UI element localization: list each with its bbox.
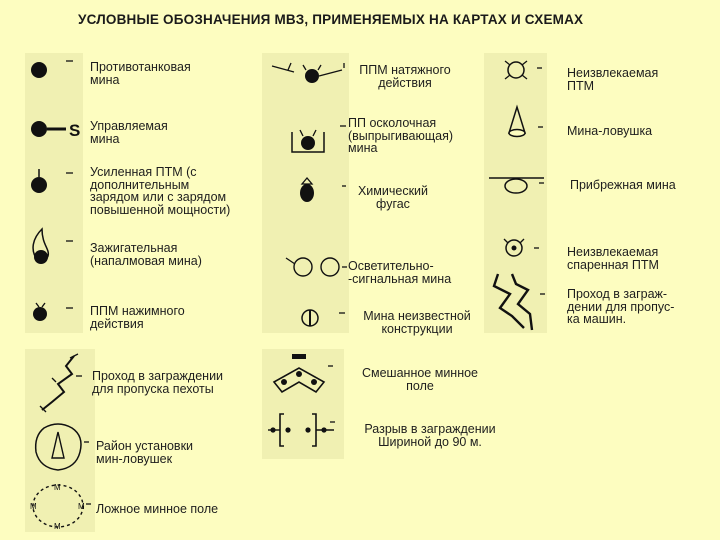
label-dummy-minefield: Ложное минное поле: [96, 502, 219, 516]
dummy-letter-right: М: [78, 502, 85, 511]
bounding-fragmentation-mine-icon: [280, 118, 350, 163]
illumination-signal-mine-icon: [282, 252, 350, 282]
label-controlled-mine: Управляемая мина: [90, 119, 168, 146]
label-chemical-landmine: Химический фугас: [357, 184, 429, 211]
obstacle-gap-icon: [268, 410, 340, 450]
label-mixed-minefield: Смешанное минное поле: [361, 366, 479, 393]
label-bounding-fragmentation-mine: ПП осколочная (выпрыгивающая) мина: [348, 116, 454, 155]
label-reinforced-antitank-mine: Усиленная ПТМ (с дополнительным зарядом или с зарядом повышенной мощности): [90, 165, 231, 217]
chemical-landmine-icon: [290, 174, 350, 206]
controlled-letter: S: [69, 121, 81, 140]
label-coastal-mine: Прибрежная мина: [570, 178, 676, 192]
dummy-letter-left: М: [30, 502, 37, 511]
controlled-mine-icon: [28, 117, 83, 142]
label-incendiary-mine: Зажигательная (напалмовая мина): [90, 241, 202, 268]
booby-trap-area-icon: [30, 418, 92, 476]
label-illumination-signal-mine: Осветительно- -сигнальная мина: [348, 259, 452, 286]
label-booby-trap-mine: Мина-ловушка: [567, 124, 653, 138]
incendiary-mine-icon: [28, 226, 83, 266]
mixed-minefield-icon: [268, 352, 340, 402]
label-vehicle-passage: Проход в заграж- дении для пропус- ка машин.: [567, 287, 675, 326]
twin-non-removable-mine-icon: [496, 234, 546, 262]
label-obstacle-gap: Разрыв в заграждении Шириной до 90 м.: [364, 422, 496, 449]
unknown-mine-icon: [295, 305, 350, 330]
label-booby-trap-area: Район установки мин-ловушек: [96, 439, 194, 466]
vehicle-passage-icon: [490, 270, 548, 334]
label-infantry-passage: Проход в заграждении для пропуска пехоты: [92, 369, 224, 396]
label-tripwire-antipersonnel-mine: ППМ натяжного действия: [359, 63, 451, 90]
dummy-minefield-icon: [28, 478, 92, 534]
label-pressure-antipersonnel-mine: ППМ нажимного действия: [90, 304, 185, 331]
antitank-mine-icon: [28, 58, 83, 83]
reinforced-antitank-mine-icon: [28, 166, 83, 196]
dummy-letter-top: М: [54, 483, 61, 492]
label-non-removable-antitank-mine: Неизвлекаемая ПТМ: [567, 66, 659, 93]
label-antitank-mine: Противотанковая мина: [90, 60, 191, 87]
page-title: УСЛОВНЫЕ ОБОЗНАЧЕНИЯ МВЗ, ПРИМЕНЯЕМЫХ НА КАРТАХ И СХЕМАХ: [78, 12, 584, 27]
non-removable-antitank-mine-icon: [496, 56, 546, 84]
pressure-antipersonnel-mine-icon: [28, 298, 83, 328]
booby-trap-mine-icon: [500, 103, 546, 143]
coastal-mine-icon: [486, 172, 548, 196]
label-twin-non-removable-mine: Неизвлекаемая спаренная ПТМ: [567, 245, 659, 272]
label-unknown-mine: Мина неизвестной конструкции: [363, 309, 471, 336]
tripwire-antipersonnel-mine-icon: [264, 58, 349, 88]
dummy-letter-bottom: М: [54, 522, 61, 531]
infantry-passage-icon: [30, 352, 90, 414]
